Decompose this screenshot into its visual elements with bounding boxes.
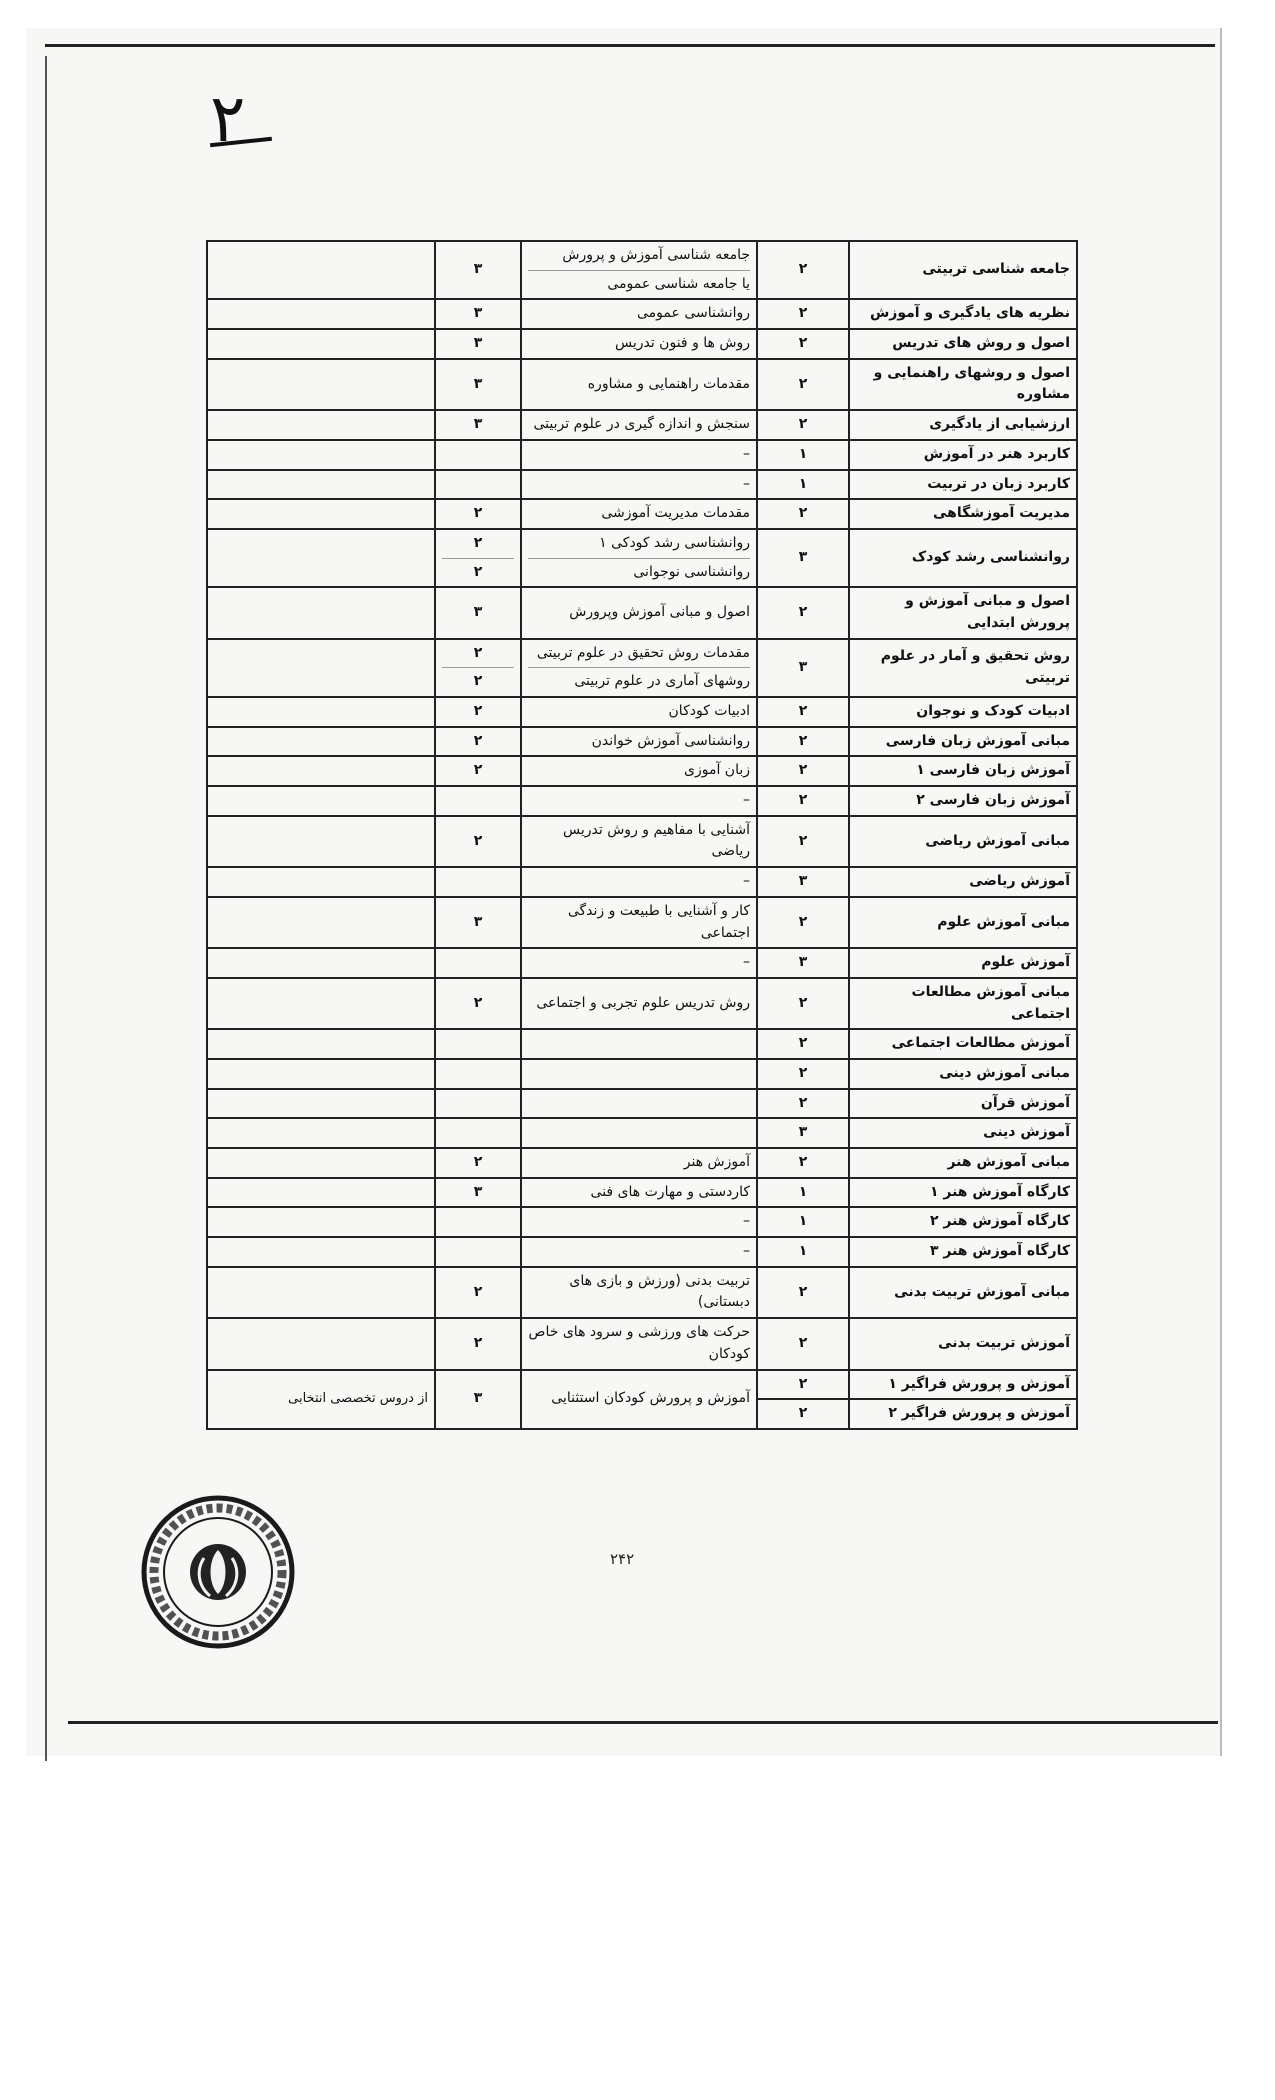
course-row [207,241,1077,299]
prerequisite-course [521,786,757,816]
prerequisite-units [435,1267,521,1318]
prerequisite-unit-line: ۳ [473,261,483,278]
note-cell [207,786,435,816]
prerequisite-line: اصول و مبانی آموزش وپرورش [569,604,750,621]
prerequisite-units [435,978,521,1029]
prerequisite-line: مقدمات راهنمایی و مشاوره [587,375,750,392]
course-row [207,410,1077,440]
prerequisite-course [521,1318,757,1369]
course-units: ۳ [757,948,849,978]
note-cell [207,1318,435,1369]
prerequisite-units [435,1029,521,1059]
course-units: ۲ [757,1370,849,1400]
prerequisite-units [435,1237,521,1267]
course-row [207,1148,1077,1178]
prerequisite-units [435,727,521,757]
prerequisite-units [435,470,521,500]
course-units: ۲ [757,1399,849,1429]
prerequisite-units [435,816,521,867]
prerequisite-course [521,410,757,440]
note-cell [207,1207,435,1237]
prerequisite-units [435,948,521,978]
prerequisite-units [435,867,521,897]
course-row [207,697,1077,727]
course-units: ۱ [757,470,849,500]
course-units: ۲ [757,329,849,359]
prerequisite-course [521,329,757,359]
note-cell [207,1029,435,1059]
prerequisite-units [435,241,521,299]
prerequisite-line: روانشناسی نوجوانی [528,558,750,584]
course-row [207,867,1077,897]
course-name: آموزش مطالعات اجتماعی [849,1029,1077,1059]
prerequisite-units [435,697,521,727]
prerequisite-line: مقدمات روش تحقیق در علوم تربیتی [536,644,750,661]
prerequisite-line: – [743,873,750,890]
prerequisite-course [521,1178,757,1208]
prerequisite-line: روش ها و فنون تدریس [614,335,750,352]
left-margin-rule [45,56,47,1761]
course-row [207,1059,1077,1089]
prerequisite-units [435,1089,521,1119]
prerequisite-units [435,639,521,697]
note-cell [207,241,435,299]
prerequisite-unit-line: ۳ [473,913,483,930]
course-name: آموزش تربیت بدنی [849,1318,1077,1369]
note-cell [207,1118,435,1148]
note-cell [207,697,435,727]
prerequisite-units [435,299,521,329]
course-name: مبانی آموزش هنر [849,1148,1077,1178]
course-row [207,727,1077,757]
note-cell [207,897,435,948]
prerequisite-units [435,587,521,638]
course-name: نظریه های یادگیری و آموزش [849,299,1077,329]
prerequisite-line: زبان آموزی [684,762,750,779]
prerequisite-line: سنجش و اندازه گیری در علوم تربیتی [533,416,750,433]
prerequisite-units [435,1148,521,1178]
course-name: ادبیات کودک و نوجوان [849,697,1077,727]
prerequisite-course [521,241,757,299]
prerequisite-course [521,816,757,867]
course-units: ۳ [757,867,849,897]
note-cell [207,639,435,697]
prerequisite-course [521,1059,757,1089]
prerequisite-unit-line: ۲ [442,558,514,584]
prerequisite-line: روانشناسی عمومی [637,305,750,322]
note-cell [207,359,435,410]
course-name: مبانی آموزش مطالعات اجتماعی [849,978,1077,1029]
official-seal-icon [138,1492,298,1652]
course-units: ۲ [757,410,849,440]
course-row [207,299,1077,329]
course-name: کارگاه آموزش هنر ۳ [849,1237,1077,1267]
prerequisite-line: جامعه شناسی آموزش و پرورش [562,247,750,263]
prerequisite-units [435,329,521,359]
course-row [207,1118,1077,1148]
course-row [207,1207,1077,1237]
prerequisite-unit-line: ۳ [473,416,483,433]
course-name: اصول و مبانی آموزش و پرورش ابتدایی [849,587,1077,638]
prerequisite-course [521,499,757,529]
course-units: ۲ [757,359,849,410]
prerequisite-course [521,897,757,948]
prerequisite-units [435,1207,521,1237]
course-row [207,1318,1077,1369]
course-name: آموزش قرآن [849,1089,1077,1119]
note-cell: از دروس تخصصی انتخابی [207,1370,435,1429]
course-name: آموزش دینی [849,1118,1077,1148]
course-row [207,756,1077,786]
prerequisite-unit-line: ۲ [473,832,483,849]
prerequisite-line: – [743,1243,750,1260]
course-units: ۲ [757,1059,849,1089]
prerequisite-line: مقدمات مدیریت آموزشی [601,505,750,522]
note-cell [207,499,435,529]
prerequisite-units [435,1118,521,1148]
course-units: ۲ [757,978,849,1029]
course-units: ۲ [757,786,849,816]
prerequisite-course [521,1207,757,1237]
prerequisite-units [435,529,521,587]
top-rule [45,44,1215,47]
course-row [207,470,1077,500]
course-units: ۱ [757,440,849,470]
note-cell [207,1059,435,1089]
course-row [207,1178,1077,1208]
prerequisite-unit-line: ۲ [473,732,483,749]
course-row [207,948,1077,978]
course-name: کاربرد زبان در تربیت [849,470,1077,500]
course-units: ۲ [757,897,849,948]
course-units: ۳ [757,1118,849,1148]
prerequisite-units [435,756,521,786]
prerequisite-line: کاردستی و مهارت های فنی [590,1183,750,1200]
course-name: ارزشیابی از یادگیری [849,410,1077,440]
note-cell [207,1148,435,1178]
prerequisite-unit-line: ۳ [473,1183,483,1200]
prerequisite-course [521,440,757,470]
prerequisite-unit-line: ۲ [473,1154,483,1170]
prerequisite-unit-line: ۲ [473,762,483,779]
note-cell [207,867,435,897]
course-units: ۳ [757,639,849,697]
prerequisite-line: تربیت بدنی (ورزش و بازی های دبستانی) [569,1272,750,1311]
handwritten-page-number: ۲ [210,80,246,157]
course-name: مبانی آموزش علوم [849,897,1077,948]
prerequisite-line: آشنایی با مفاهیم و روش تدریس ریاضی [563,821,750,860]
prerequisite-line: آموزش و پرورش کودکان استثنایی [551,1390,750,1407]
course-units: ۲ [757,1148,849,1178]
course-name: آموزش زبان فارسی ۱ [849,756,1077,786]
prerequisite-unit-line: ۲ [473,505,483,522]
page-number: ۲۴۲ [610,1550,635,1568]
prerequisite-unit-line: ۲ [442,667,514,693]
prerequisite-units [435,786,521,816]
course-row [207,440,1077,470]
note-cell [207,470,435,500]
course-row [207,816,1077,867]
course-name: کاربرد هنر در آموزش [849,440,1077,470]
prerequisite-units [435,359,521,410]
course-row [207,897,1077,948]
course-units: ۲ [757,299,849,329]
prerequisite-course [521,1118,757,1148]
prerequisite-units [435,1059,521,1089]
prerequisite-line: حرکت های ورزشی و سرود های خاص کودکان [528,1324,750,1362]
prerequisite-line: روانشناسی آموزش خواندن [591,732,750,749]
course-units: ۲ [757,756,849,786]
prerequisite-course [521,867,757,897]
course-name: کارگاه آموزش هنر ۲ [849,1207,1077,1237]
course-units: ۲ [757,499,849,529]
course-name: کارگاه آموزش هنر ۱ [849,1178,1077,1208]
course-row [207,1237,1077,1267]
prerequisite-course [521,1029,757,1059]
prerequisite-line: روشهای آماری در علوم تربیتی [528,667,750,693]
course-name: آموزش علوم [849,948,1077,978]
course-row [207,587,1077,638]
course-row [207,1370,1077,1400]
prerequisite-line: ادبیات کودکان [668,703,750,719]
course-name: مدیریت آموزشگاهی [849,499,1077,529]
prerequisite-course [521,587,757,638]
bottom-rule [68,1721,1218,1724]
note-cell [207,948,435,978]
prerequisite-line: – [743,445,750,462]
course-row [207,786,1077,816]
prerequisite-units [435,1370,521,1429]
note-cell [207,816,435,867]
prerequisite-course [521,1237,757,1267]
prerequisite-line: – [743,792,750,809]
course-units: ۲ [757,1267,849,1318]
prerequisite-line: – [743,475,750,492]
prerequisite-units [435,1178,521,1208]
note-cell [207,440,435,470]
course-name: مبانی آموزش دینی [849,1059,1077,1089]
prerequisite-line: روش تدریس علوم تجربی و اجتماعی [536,994,750,1011]
prerequisite-line: – [743,954,750,971]
course-name: جامعه شناسی تربیتی [849,241,1077,299]
course-row [207,529,1077,587]
prerequisite-course [521,978,757,1029]
course-units: ۲ [757,587,849,638]
prerequisite-course [521,1148,757,1178]
prerequisite-unit-line: ۲ [473,1283,483,1300]
prerequisite-unit-line: ۲ [473,1334,483,1351]
course-units: ۲ [757,727,849,757]
prerequisite-course [521,697,757,727]
course-units: ۱ [757,1178,849,1208]
course-row [207,359,1077,410]
course-row [207,499,1077,529]
prerequisite-line: یا جامعه شناسی عمومی [528,270,750,296]
note-cell [207,1178,435,1208]
prerequisite-unit-line: ۳ [473,335,483,352]
note-cell [207,1089,435,1119]
prerequisite-unit-line: ۲ [473,644,483,661]
course-units: ۱ [757,1207,849,1237]
note-cell [207,1267,435,1318]
prerequisite-course [521,948,757,978]
course-units: ۲ [757,241,849,299]
course-row [207,1089,1077,1119]
prerequisite-unit-line: ۳ [473,375,483,392]
prerequisite-line: آموزش هنر [683,1154,750,1170]
prerequisite-units [435,410,521,440]
course-units: ۱ [757,1237,849,1267]
course-name: مبانی آموزش زبان فارسی [849,727,1077,757]
course-row [207,329,1077,359]
prerequisite-line: کار و آشنایی با طبیعت و زندگی اجتماعی [567,902,750,941]
prerequisite-course [521,1089,757,1119]
course-units: ۲ [757,697,849,727]
course-name: روانشناسی رشد کودک [849,529,1077,587]
course-table-body [207,241,1077,1429]
note-cell [207,529,435,587]
course-name: آموزش ریاضی [849,867,1077,897]
note-cell [207,410,435,440]
note-cell [207,978,435,1029]
note-cell [207,727,435,757]
prerequisite-line: روانشناسی رشد کودکی ۱ [599,534,750,551]
course-units: ۳ [757,529,849,587]
note-cell [207,756,435,786]
prerequisite-course [521,529,757,587]
prerequisite-units [435,897,521,948]
course-row [207,978,1077,1029]
course-name: اصول و روشهای راهنمایی و مشاوره [849,359,1077,410]
prerequisite-course [521,470,757,500]
prerequisite-unit-line: ۳ [473,305,483,322]
course-row [207,1267,1077,1318]
note-cell [207,1237,435,1267]
course-name: اصول و روش های تدریس [849,329,1077,359]
course-name: مبانی آموزش تربیت بدنی [849,1267,1077,1318]
course-units: ۲ [757,816,849,867]
prerequisite-course [521,1370,757,1429]
prerequisite-unit-line: ۲ [473,534,483,551]
prerequisite-unit-line: ۲ [473,994,483,1011]
prerequisite-unit-line: ۲ [473,703,483,719]
course-name: آموزش و پرورش فراگیر ۱ [849,1370,1077,1400]
course-name: مبانی آموزش ریاضی [849,816,1077,867]
note-cell [207,587,435,638]
prerequisite-course [521,1267,757,1318]
course-name: آموزش زبان فارسی ۲ [849,786,1077,816]
prerequisite-units [435,440,521,470]
prerequisite-units [435,1318,521,1369]
course-name: روش تحقیق و آمار در علوم تربیتی [849,639,1077,697]
course-units: ۲ [757,1318,849,1369]
prerequisite-units [435,499,521,529]
prerequisite-line: – [743,1213,750,1230]
prerequisite-unit-line: ۳ [473,1390,483,1407]
note-cell [207,299,435,329]
note-cell [207,329,435,359]
prerequisite-course [521,756,757,786]
course-units: ۲ [757,1089,849,1119]
course-row [207,1029,1077,1059]
course-row [207,639,1077,697]
course-units: ۲ [757,1029,849,1059]
prerequisite-course [521,727,757,757]
prerequisite-course [521,299,757,329]
course-name: آموزش و پرورش فراگیر ۲ [849,1399,1077,1429]
course-table [206,240,1078,1430]
prerequisite-course [521,359,757,410]
prerequisite-unit-line: ۳ [473,604,483,621]
prerequisite-course [521,639,757,697]
